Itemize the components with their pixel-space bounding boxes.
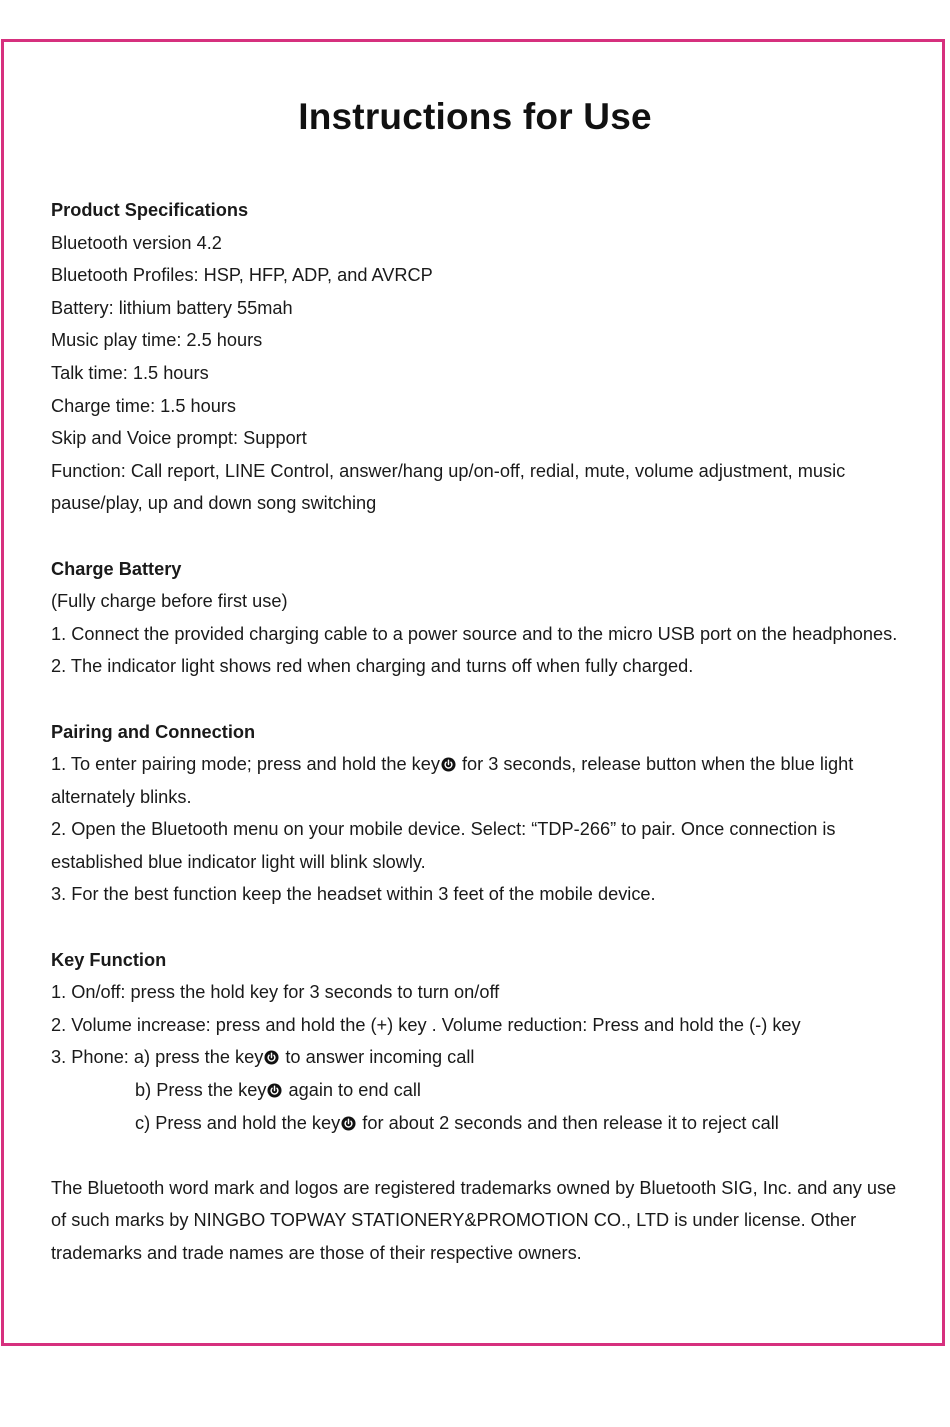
key-function-text: b) Press the key	[135, 1080, 267, 1101]
section-gap	[51, 520, 931, 553]
pairing-line: 2. Open the Bluetooth menu on your mobile device. Select: “TDP-266” to pair. Once connection is	[51, 819, 836, 840]
pairing-line-text: for 3 seconds, release button when the blue light	[456, 754, 854, 775]
power-key-icon	[341, 1116, 356, 1131]
specs-line: Talk time: 1.5 hours	[51, 362, 209, 383]
charge-line: 1. Connect the provided charging cable to a power source and to the micro USB port on the headphones.	[51, 623, 898, 644]
key-function-line	[51, 1074, 931, 1107]
specs-line: Charge time: 1.5 hours	[51, 395, 237, 416]
charge-heading: Charge Battery	[51, 558, 182, 579]
specs-line: Music play time: 2.5 hours	[51, 330, 263, 351]
pairing-line: alternately blinks.	[51, 786, 192, 807]
pairing-line: 3. For the best function keep the headset within 3 feet of the mobile device.	[51, 884, 656, 905]
key-function-heading: Key Function	[51, 949, 167, 970]
key-function-line: 2. Volume increase: press and hold the (+) key . Volume reduction: Press and hold the (-) key	[51, 1014, 801, 1035]
key-function-text: 3. Phone: a) press the key	[51, 1047, 264, 1068]
section-gap	[51, 911, 931, 944]
key-function-line	[51, 1107, 931, 1140]
charge-line: (Fully charge before first use)	[51, 591, 288, 612]
page-title: Instructions for Use	[298, 96, 652, 137]
specs-heading: Product Specifications	[51, 200, 249, 220]
key-function-line: 1. On/off: press the hold key for 3 seconds to turn on/off	[51, 982, 500, 1003]
key-function-text: c) Press and hold the key	[135, 1112, 341, 1133]
specs-line: Function: Call report, LINE Control, answer/hang up/on-off, redial, mute, volume adjustment, music	[51, 460, 846, 481]
specs-line: Battery: lithium battery 55mah	[51, 297, 293, 318]
charge-line: 2. The indicator light shows red when charging and turns off when fully charged.	[51, 656, 694, 677]
specs-line: Bluetooth Profiles: HSP, HFP, ADP, and AVRCP	[51, 265, 433, 286]
key-function-text: again to end call	[283, 1080, 421, 1101]
section-gap	[51, 683, 931, 716]
power-key-icon	[267, 1083, 282, 1098]
trademark-line: The Bluetooth word mark and logos are registered trademarks owned by Bluetooth SIG, Inc. and any use	[51, 1177, 897, 1198]
pairing-line	[51, 748, 931, 781]
pairing-heading: Pairing and Connection	[51, 721, 256, 742]
pairing-line-text: 1. To enter pairing mode; press and hold the key	[51, 754, 440, 775]
specs-line: Bluetooth version 4.2	[51, 232, 222, 253]
instructions-body	[51, 194, 931, 1270]
trademark-line: trademarks and trade names are those of their respective owners.	[51, 1243, 582, 1263]
power-key-icon	[264, 1050, 279, 1065]
key-function-line	[51, 1041, 931, 1074]
power-key-icon	[441, 757, 456, 772]
specs-line: pause/play, up and down song switching	[51, 493, 377, 514]
trademark-line: of such marks by NINGBO TOPWAY STATIONERY&PROMOTION CO., LTD is under license. Other	[51, 1210, 857, 1231]
section-gap	[51, 1139, 931, 1172]
pairing-line: established blue indicator light will blink slowly.	[51, 851, 426, 872]
key-function-text: to answer incoming call	[280, 1047, 475, 1068]
specs-line: Skip and Voice prompt: Support	[51, 428, 307, 449]
key-function-text: for about 2 seconds and then release it to reject call	[357, 1112, 779, 1133]
